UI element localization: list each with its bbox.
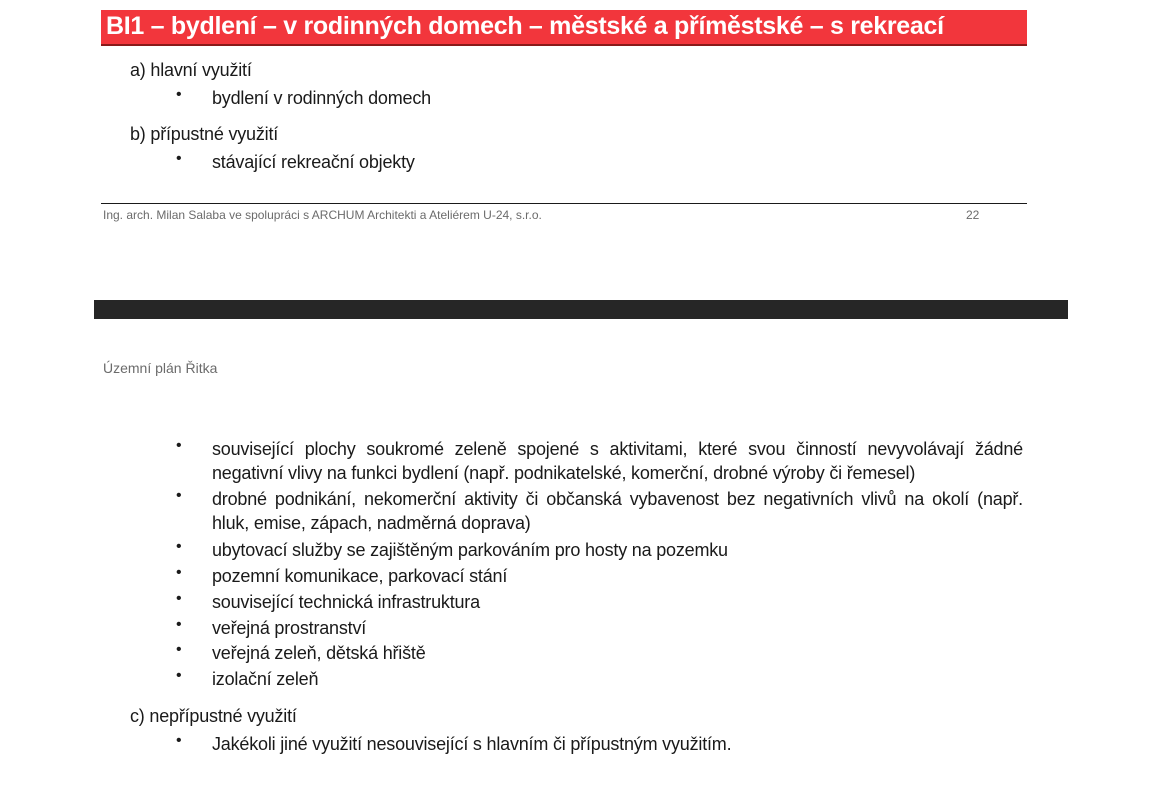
section-title: BI1 – bydlení – v rodinných domech – městské a příměstské – s rekreací [106,12,944,40]
bullet-icon: • [176,616,182,633]
list-item [176,590,1036,614]
bullet-icon: • [176,590,182,607]
bullet-icon: • [176,487,182,504]
list-item [176,616,1036,640]
list-item-text: bydlení v rodinných domech [212,88,431,108]
bullet-icon: • [176,86,182,103]
section-c-label: c) nepřípustné využití [130,706,297,726]
list-item-text: ubytovací služby se zajištěným parkováním pro hosty na pozemku [212,540,728,560]
list-item-text: Jakékoli jiné využití nesouvisející s hlavním či přípustným využitím. [212,734,732,754]
bullet-icon: • [176,564,182,581]
document-header: Územní plán Řitka [103,360,218,376]
bullet-icon: • [176,437,182,454]
list-item-text: izolační zeleň [212,669,319,689]
list-item [176,564,1036,588]
list-item-text: drobné podnikání, nekomerční aktivity či občanská vybavenost bez negativních vlivů na okolí (např. hluk, emise, zápach, nadměrná doprava) [212,489,1023,533]
bullet-icon: • [176,641,182,658]
section-b-label: b) přípustné využití [130,124,279,144]
bullet-icon: • [176,667,182,684]
bullet-icon: • [176,732,182,749]
page-number: 22 [966,208,980,222]
list-item-text: stávající rekreační objekty [212,152,415,172]
list-item-text: související technická infrastruktura [212,592,480,612]
list-item [176,150,1076,174]
list-item [176,641,1036,665]
section-a-label: a) hlavní využití [130,60,252,80]
bullet-icon: • [176,538,182,555]
page-separator [94,300,1068,319]
list-item [176,538,1036,562]
list-item-text: veřejná prostranství [212,618,367,638]
list-item [176,667,1036,691]
list-item [176,732,1036,756]
footer-divider [101,203,1027,204]
list-item-text: související plochy soukromé zeleně spojené s aktivitami, které svou činností nevyvolávají žádné negativní vlivy na funkci bydlení (např. podnikatelské, komerční, drobné výroby či řemesel) [212,439,1023,483]
list-item [176,86,1076,110]
list-item [176,487,1036,535]
list-item-text: pozemní komunikace, parkovací stání [212,566,508,586]
list-item [176,437,1036,485]
footer-author: Ing. arch. Milan Salaba ve spolupráci s ARCHUM Architekti a Ateliérem U-24, s.r.o. [103,208,542,222]
list-item-text: veřejná zeleň, dětská hřiště [212,643,426,663]
section-title-bar [101,10,1027,46]
bullet-icon: • [176,150,182,167]
